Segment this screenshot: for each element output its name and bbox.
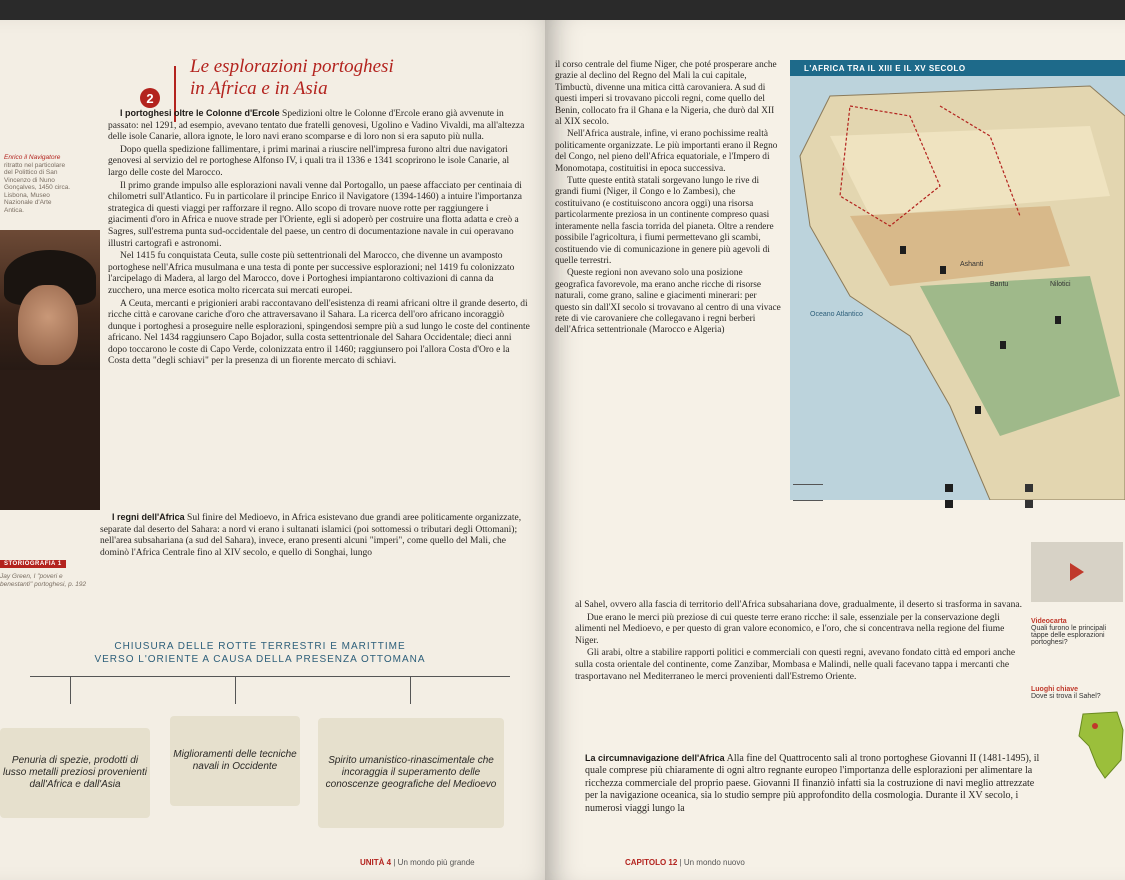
section-number-badge: 2 [140, 88, 160, 108]
historiography-text: Jay Green, I "poveri e benestanti" portoghesi, p. 192 [0, 573, 87, 588]
legend-flag-symbol [1025, 484, 1033, 492]
diagram-connector [70, 676, 71, 704]
causes-diagram [0, 640, 545, 840]
enrico-portrait-image [0, 230, 100, 510]
city-marker [1000, 341, 1006, 349]
legend-row [793, 500, 823, 501]
diagram-box-penuria: Penuria di spezie, prodotti di lusso metalli preziosi provenienti dall'Africa e dall'Asia [0, 728, 150, 818]
map-label-nilotici: Nilotici [1050, 281, 1071, 288]
diagram-connector [410, 676, 411, 704]
videocarta-thumbnail[interactable] [1031, 542, 1123, 602]
paragraph: Dopo quella spedizione fallimentare, i primi marinai a riuscire nell'impresa furono altri due navigatori genovesi al servizio del re portoghese Alfonso IV, i quali tra il 1336 e 1341 scoprirono le isole Canarie, al largo delle coste del Marocco. [108, 144, 510, 178]
paragraph: il corso centrale del fiume Niger, che poté prosperare anche grazie al declino del Regno del Mali la cui capitale, Timbuctù, divenne una mitica città carovaniera. A sud di questi imperi si trovavano piccoli regni, come quello del Benin, collocato fra il Ghana e la Nigeria, che durò dal XII al XIX secolo. [555, 60, 777, 128]
play-icon [1070, 563, 1084, 581]
diagram-connector [235, 676, 236, 704]
historiography-box[interactable] [0, 552, 92, 612]
legend-row [793, 484, 823, 485]
footer-chapter: CAPITOLO 12 [625, 858, 678, 867]
legend-square-symbol [945, 484, 953, 492]
africa-map[interactable] [790, 60, 1125, 500]
legend-line-symbol [793, 484, 823, 485]
paragraph: Nell'Africa australe, infine, vi erano pochissime realtà politicamente organizzate. Le più importanti erano il Regno del Congo, nel pieno dell'Africa equatoriale, e l'Impero di Monomotapa, costituitisi in epoca successiva. [555, 129, 778, 174]
videocarta-caption: Quali furono le principali tappe delle esplorazioni portoghesi? [1031, 625, 1107, 646]
title-line-2: in Africa e in Asia [190, 78, 328, 99]
legend-row [1025, 500, 1033, 508]
footer-text: Un mondo nuovo [683, 858, 745, 867]
paragraph: Alla fine del Quattrocento salì al trono portoghese Giovanni II (1481-1495), il quale comprese più chiaramente di ogni altro regnante europeo l'importanza delle esplorazioni per alimentare la ricchezza commerciale del proprio paese. Giovanni II finanziò infatti sia la costruzione di navi meglio attrezzate per la navigazione oceanica, sia lo studio sempre più approfondito della cosmologia. Durante il XV secolo, i numerosi viaggi lungo la [585, 753, 1040, 814]
diagram-connector [30, 676, 510, 677]
legend-row [945, 500, 953, 508]
page-title [190, 56, 394, 100]
africa-mini-map-icon [1075, 710, 1125, 780]
section-lead: I portoghesi oltre le Colonne d'Ercole [120, 108, 280, 118]
footer-unit: UNITÀ 4 [360, 858, 392, 867]
portrait-face [18, 285, 78, 365]
section-colonne-ercole [108, 108, 530, 369]
map-label-bantu: Bantu [990, 281, 1009, 288]
luoghi-chiave-caption: Dove si trova il Sahel? [1031, 693, 1101, 700]
caption-body: ritratto nel particolare del Polittico di San Vincenzo di Nuno Gonçalves, 1450 circa. Lisbona, Museo Nazionale d'Arte Antica. [4, 161, 71, 214]
legend-square-symbol [945, 500, 953, 508]
portrait-caption [4, 154, 72, 214]
historiography-tag: STORIOGRAFIA 1 [0, 560, 66, 568]
title-line-1: Le esplorazioni portoghesi [190, 56, 394, 77]
paragraph: Spedizioni oltre le Colonne d'Ercole erano già avvenute in passato: nel 1291, ad esempio, avevano tentato due fratelli genovesi, Ugolino e Vadino Vivaldi, ma all'altezza delle isole Canarie, allora ignote, le loro navi erano scomparse e di loro non si era saputo più nulla. [108, 109, 525, 143]
paragraph: Sul finire del Medioevo, in Africa esistevano due grandi aree politicamente organizzate, separate dal deserto del Sahara: a nord vi erano i sultanati islamici (poi sottomessi o tributari degli Ottomani); nell'area subsahariana (a sud del Sahara), invece, erano presenti alcuni "imperi", come quello del Mali, che dominò l'Africa Centrale fino al XIV secolo, e quello di Songhai, lungo [100, 513, 522, 558]
footer-separator: | [679, 858, 682, 867]
diagram-title-line-2: VERSO L'ORIENTE A CAUSA DELLA PRESENZA OTTOMANA [94, 654, 426, 665]
diagram-title [60, 640, 460, 666]
right-wide-text [575, 600, 1025, 684]
right-page [545, 20, 1125, 880]
section-lead: I regni dell'Africa [112, 512, 185, 522]
footer-separator: | [393, 858, 396, 867]
paragraph: Tutte queste entità statali sorgevano lungo le rive di grandi fiumi (Niger, il Congo e lo Zambesi), che costituivano (e costituiscono ancora oggi) una risorsa particolarmente preziosa in un continente compreso quasi interamente nella fascia torrida del pianeta. Oltre a rendere possibile l'agricoltura, i fiumi permettevano gli scambi, costituendo vie di comunicazione in genere più agevoli di quelle terrestri. [555, 176, 774, 266]
paragraph: Gli arabi, oltre a stabilire rapporti politici e commerciali con questi regni, avevano fondato città ed empori anche sulla costa orientale del continente, come Zanzibar, Mombasa e Malindi, nelle quali facevano tappa i mercanti che trasportavano nel Mediterraneo le merci provenienti dall'Estremo Oriente. [575, 648, 1016, 682]
paragraph: Due erano le merci più preziose di cui queste terre erano ricche: il sale, essenziale per la conservazione degli alimenti nel Medioevo, e per questo di gran valore economico, e l'oro, che si concentrava nella regione del fiume Niger. [575, 612, 1005, 646]
luoghi-chiave-label: Luoghi chiave [1031, 686, 1079, 693]
map-label-ocean: Oceano Atlantico [810, 311, 863, 318]
city-marker [975, 406, 981, 414]
left-page [0, 20, 561, 880]
map-title: L'AFRICA TRA IL XIII E IL XV SECOLO [790, 60, 1125, 76]
right-footer [625, 858, 745, 867]
diagram-box-spirito: Spirito umanistico-rinascimentale che incoraggia il superamento delle conoscenze geografiche del Medioevo [318, 718, 504, 828]
paragraph: Nel 1415 fu conquistata Ceuta, sulle coste più settentrionali del Marocco, che divenne un avamposto portoghese nell'Africa musulmana e una testa di ponte per successive esplorazioni; nel 1419 fu colonizzato l'arcipelago di Madera, al largo del Marocco, dove i Portoghesi impiantarono coltivazioni di canna da zucchero, una merce esotica molto ricercata sui mercati europei. [108, 251, 515, 296]
legend-row [1025, 484, 1033, 492]
city-marker [900, 246, 906, 254]
city-marker [1055, 316, 1061, 324]
legend-line-symbol [793, 500, 823, 501]
left-footer [360, 858, 475, 867]
legend-flag-symbol [1025, 500, 1033, 508]
legend-row [945, 484, 953, 492]
paragraph: A Ceuta, mercanti e prigionieri arabi raccontavano dell'esistenza di reami africani oltre il grande deserto, di ricche città e carovane cariche d'oro che attraversavano il Sahara. La ricerca dell'oro africano incoraggiò dunque i portoghesi a proseguire nelle esplorazioni, spingendosi sempre più a sud lungo le coste del continente africano. Nel 1434 raggiunsero Capo Bojador, sulla costa settentrionale del Sahara Occidentale; dieci anni dopo toccarono le coste di Capo Verde, colonizzata entro il 1460; raggiunsero poi l'allora Costa d'Oro e la Costa detta "degli schiavi" per la presenza di un fiorente mercato di schiavi. [108, 298, 530, 367]
diagram-box-miglioramenti: Miglioramenti delle tecniche navali in Occidente [170, 716, 300, 806]
africa-map-graphic [790, 76, 1125, 500]
caption-title: Enrico il Navigatore [4, 154, 61, 161]
right-column-text [555, 60, 783, 338]
videocarta-label: Videocarta [1031, 618, 1067, 625]
section-circumnavigazione [585, 752, 1040, 816]
section-regni-africa [100, 512, 530, 560]
luoghi-chiave-link[interactable] [1031, 686, 1123, 700]
paragraph: Queste regioni non avevano solo una posizione geografica favorevole, ma erano anche ricche di risorse naturali, come grano, saline e giacimenti minerari: per questo sin dall'XI secolo si trovavano al centro di una vivace rete di vie carovaniere che collegavano i regni berberi dell'Africa settentrionale (Marocco e Algeria) [555, 268, 781, 336]
map-label-ashanti: Ashanti [960, 261, 984, 268]
map-legend [785, 480, 1125, 540]
section-lead: La circumnavigazione dell'Africa [585, 753, 725, 763]
paragraph: al Sahel, ovvero alla fascia di territorio dell'Africa subsahariana dove, gradualmente, il deserto si trasforma in savana. [575, 600, 1022, 610]
videocarta-link[interactable] [1031, 618, 1123, 646]
city-marker [940, 266, 946, 274]
footer-text: Un mondo più grande [397, 858, 475, 867]
paragraph: Il primo grande impulso alle esplorazioni navali venne dal Portogallo, un paese affacciato per centinaia di chilometri sull'Atlantico. Fu in particolare il principe Enrico il Navigatore (1394-1460) a intuire l'importanza strategica di questi viaggi per rafforzare il regno. Allo scopo di trovare nuove rotte per raggiungere i giacimenti d'oro in Africa e nuove strade per l'Oriente, egli si adoperò per costruire una flotta adatta e creò a Sagres, sull'estrema punta sud-occidentale del paese, un centro di documentazione navale in cui operavano illustri cartografi e astronomi. [108, 180, 522, 249]
diagram-title-line-1: CHIUSURA DELLE ROTTE TERRESTRI E MARITTIME [114, 641, 406, 652]
portrait-robe [0, 370, 100, 510]
